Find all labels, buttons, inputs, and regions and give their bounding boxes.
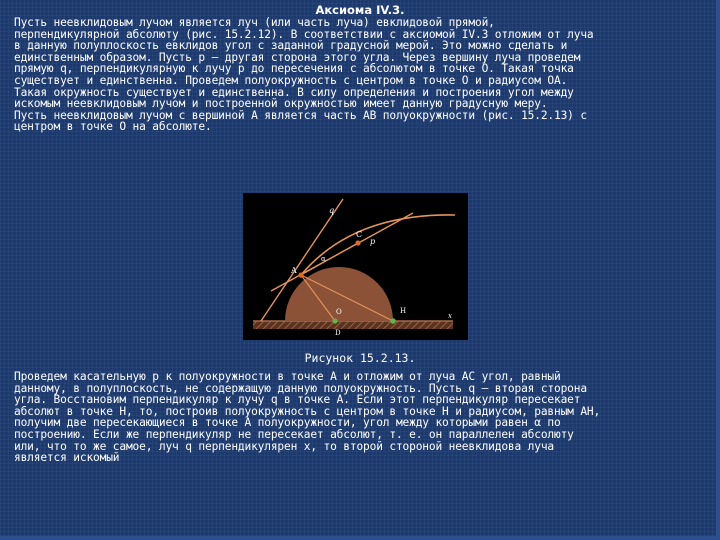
paragraph-top: Пусть неевклидовым лучом является луч (или часть луча) евклидовой прямой, перпендикулярной абсолюту (рис. 15.2.12). В соответствии с аксиомой IV.3 отложим от луча в данную полуплоскость евклидов угол с заданной градусной мерой. Это можно сделать и единственным образом. Пусть p – другая сторона этого угла. Через вершину луча проведем прямую q, перпендикулярную к лучу p до пересечения с абсолютом в точке O. Такая точка существует и единственна. Проведем полуокружность с центром в точке O и радиусом OA. Такая окружность существует и единственна. В силу определения и построения угол между искомым неевклидовым лучом и построенной окружностью имеет данную градусную меру. Пусть неевклидовым лучом с вершиной A является часть AB полуокружности (рис. 15.2.13) с центром в точке O на абсолюте. <box>14 16 594 134</box>
point-h <box>390 318 396 324</box>
arc-ab <box>301 215 455 275</box>
figure-caption: Рисунок 15.2.13. <box>304 351 416 365</box>
figure-15-2-13 <box>243 193 468 340</box>
label-c: C <box>356 230 363 239</box>
label-p: p <box>370 237 376 246</box>
label-a: A <box>291 266 297 275</box>
paragraph-bottom: Проведем касательную p к полуокружности в точке A и отложим от луча AC угол, равный данному, в полуплоскость, не содержащую данную полуокружность. Пусть q – вторая сторона угла. Восстановим перпендикуляр к лучу q в точке A. Если этот перпендикуляр пересекает абсолют в точке H, то, построив полуокружность с центром в точке H и радиусом, равным AH, получим две пересекающиеся в точке A полуокружности, угол между которыми равен α по построению. Если же перпендикуляр не пересекает абсолют, т. е. он параллелен абсолюту или, что то же самое, луч q перпендикулярен x, то второй стороной неевклидова луча является искомый <box>14 370 601 465</box>
point-a <box>298 272 303 277</box>
label-o: O <box>336 308 342 316</box>
point-o <box>332 318 337 323</box>
point-c <box>355 240 360 245</box>
geometry-diagram <box>243 193 468 340</box>
slide-title: Аксиома IV.3. <box>315 3 405 17</box>
label-h: H <box>400 307 407 315</box>
label-q: q <box>329 206 335 215</box>
label-alpha: α <box>321 255 326 263</box>
label-d: D <box>335 329 341 337</box>
label-x: x <box>448 312 452 320</box>
absolute-hatching <box>253 321 453 329</box>
